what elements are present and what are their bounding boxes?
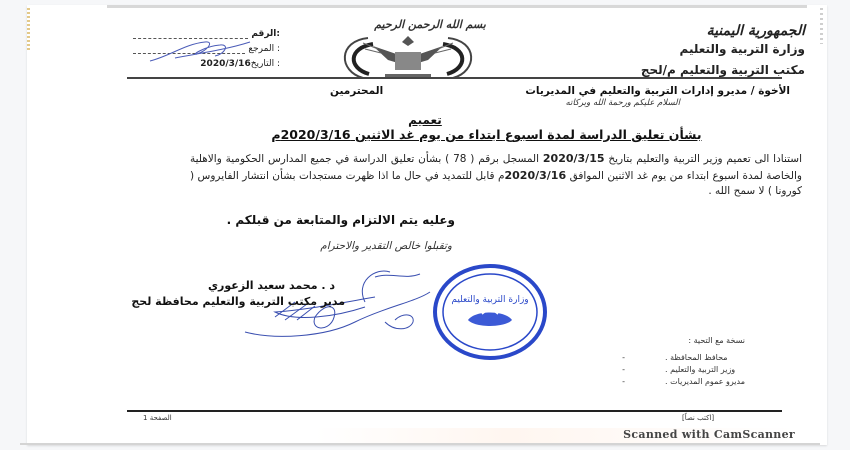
footer-divider — [127, 410, 782, 412]
addressee-text: الأخوة / مديرو إدارات التربية والتعليم في المديريات — [525, 85, 790, 97]
number-label: الرقم: — [251, 29, 280, 39]
cc-bullet: - — [622, 353, 626, 362]
reference-signature-scribble-icon — [145, 36, 255, 66]
left-edge-mark — [27, 8, 30, 50]
cc-item — [622, 352, 745, 364]
camscanner-watermark: Scanned with CamScanner — [623, 428, 795, 441]
circular-subject: بشأن تعليق الدراسة لمدة اسبوع ابتداء من يوم غد الاثنين 2020/3/16م — [271, 127, 702, 142]
date-value: 2020/3/16 — [200, 59, 251, 69]
page-bottom-shadow — [20, 443, 820, 445]
office-name: مكتب التربية والتعليم م/لحج — [640, 63, 805, 77]
date-label: التاريخ : — [250, 59, 280, 69]
eagle-emblem-icon — [333, 16, 483, 86]
cc-title: نسخة مع التحية : — [688, 336, 745, 345]
country-name: الجمهورية اليمنية — [706, 23, 805, 39]
body-date-1: 2020/3/15 — [542, 152, 605, 165]
cc-list — [622, 352, 745, 388]
stamp-text: وزارة التربية والتعليم — [451, 295, 529, 305]
regards: وتقبلوا خالص التقدير والاحترام — [320, 240, 452, 252]
cc-bullet: - — [622, 365, 626, 374]
top-edge-line — [107, 5, 807, 8]
greeting: السلام عليكم ورحمة الله وبركاته — [565, 98, 680, 108]
body-paragraph — [190, 151, 802, 200]
cc-text: وزير التربية والتعليم . — [665, 365, 736, 374]
header-divider — [127, 77, 782, 79]
cc-bullet: - — [622, 377, 626, 386]
cc-item — [622, 364, 745, 376]
body-text-part3: م قابل للتمديد في حال ما اذا ظهرت مستجدات بشأن انتشار الفايروس ( كورونا ) لا سمح الله . — [190, 169, 802, 197]
signatory-name: د . محمد سعيد الزعوري — [207, 279, 335, 292]
basmala: بسم الله الرحمن الرحيم — [374, 18, 486, 31]
circular-title: تعميم — [408, 113, 442, 127]
footer-placeholder: [اكتب نصاً] — [682, 414, 715, 422]
official-stamp-icon — [430, 262, 550, 362]
cc-item — [622, 376, 745, 388]
addressee-honorific: المحترمين — [330, 85, 384, 97]
ministry-name: وزارة التربية والتعليم — [679, 42, 805, 56]
cc-text: محافظ المحافظة . — [665, 353, 728, 362]
addressee-line — [170, 83, 790, 99]
signatory-title: مدير مكتب التربية والتعليم محافظة لحج — [131, 295, 345, 308]
page-number: الصفحة 1 — [143, 414, 172, 422]
cc-text: مديرو عموم المديريات . — [665, 377, 745, 386]
body-date-2: 2020/3/16 — [504, 168, 567, 182]
letterhead-right — [575, 22, 805, 80]
right-edge-mark — [820, 8, 823, 44]
body-text-part2: المسجل برقم ( 78 ) بشأن تعليق الدراسة في جميع المدارس الحكومية والاهلية والخاصة لمدة اسبوع ابتداء من يوم غد الاثنين الموافق — [190, 153, 802, 182]
body-text-part1: استنادا الى تعميم وزير التربية والتعليم بتاريخ — [604, 153, 802, 165]
reference-label: المرجع : — [248, 44, 280, 54]
closing-instruction: وعليه يتم الالتزام والمتابعة من قبلكم . — [226, 213, 455, 227]
